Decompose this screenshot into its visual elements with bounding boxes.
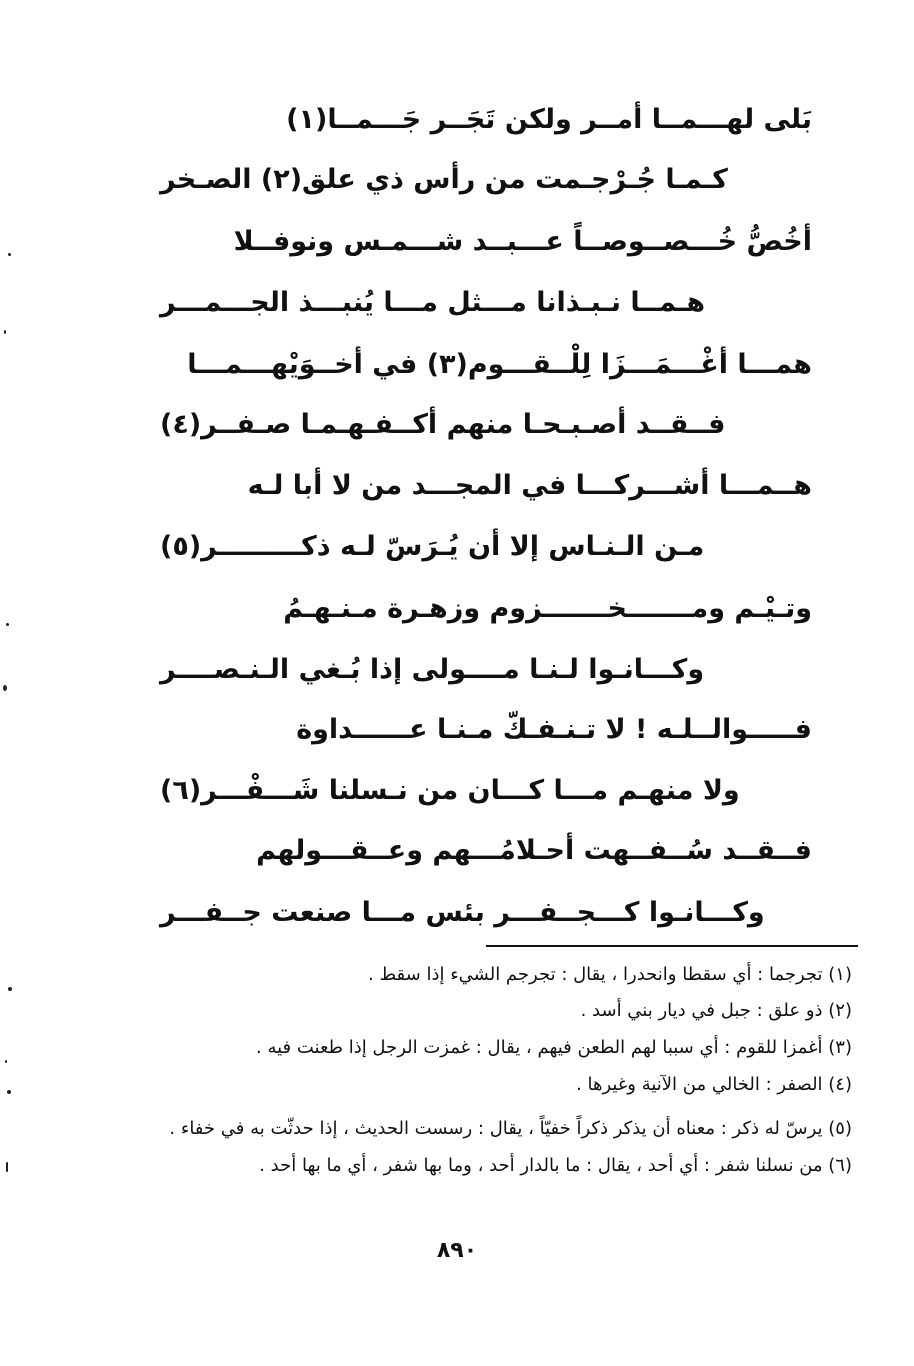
- footnote-6: (٦) من نسلنا شفر : أي أحد ، يقال : ما بالدار أحد ، وما بها شفر ، أي ما بها أحد .: [259, 1155, 852, 1176]
- verse-line-12: ولا منهـم مـــا كـــان من نـسلنا شَـــفْـــر(٦): [160, 775, 740, 806]
- verse-line-6: فــقــد أصـبـحـا منهم أكــفـهـمـا صـفــر(٤): [160, 409, 726, 440]
- footnote-separator: [486, 945, 858, 947]
- footnote-4: (٤) الصفر : الخالي من الآنية وغيرها .: [576, 1074, 852, 1095]
- scan-speck: [4, 330, 6, 334]
- scan-speck: [6, 1162, 8, 1172]
- scan-speck: [5, 1060, 7, 1063]
- footnote-3: (٣) أغمزا للقوم : أي سببا لهم الطعن فيهم ، يقال : غمزت الرجل إذا طعنت فيه .: [256, 1037, 852, 1058]
- verse-line-11: فـــــوالــلـه ! لا تـنـفـكّ مـنـا عــــــداوة: [296, 714, 812, 745]
- footnote-1: (١) تجرجما : أي سقطا وانحدرا ، يقال : تجرجم الشيء إذا سقط .: [368, 964, 852, 985]
- scan-speck: [6, 623, 9, 626]
- scan-speck: [7, 1090, 11, 1094]
- verse-line-10: وكـــانـوا لـنـا مــــولى إذا بُـغي الـنـصــــر: [160, 654, 705, 685]
- footnote-2: (٢) ذو علق : جبل في ديار بني أسد .: [580, 1000, 852, 1021]
- verse-line-3: أخُصُّ خُـــصــوصــاً عـــبــد شـــمـس ونوفــلا: [233, 226, 812, 257]
- page-number: ٨٩٠: [436, 1238, 478, 1263]
- footnote-5: (٥) يرسّ له ذكر : معناه أن يذكر ذكراً خفيّاً ، يقال : رسست الحديث ، إذا حدثّت به في خفاء .: [169, 1118, 852, 1139]
- verse-line-13: فــقــد سُــفــهت أحـلامُـــهم وعــقـــولهم: [256, 835, 812, 866]
- scan-speck: [8, 987, 12, 991]
- verse-line-8: مـن الـنـاس إلا أن يُـرَسّ لـه ذكـــــــــر(٥): [160, 531, 705, 562]
- verse-line-1: بَلى لهـــمــا أمــر ولكن تَجَــر جَـــمــا(١): [286, 104, 812, 135]
- verse-line-5: همـــا أغْـــمَـــزَا لِلْــقـــوم(٣) في أخــوَيْهـــمـــا: [187, 349, 812, 380]
- verse-line-2: كـمـا جُـرْجـمت من رأس ذي علق(٢) الصـخر: [160, 164, 728, 195]
- verse-line-14: وكـــانـوا كـــجــفـــر بئس مـــا صنعت جــفـــر: [160, 897, 765, 928]
- verse-line-9: وتـيْـم ومـــــــخـــــــزوم وزهـرة مـنـهـمُ: [283, 593, 812, 624]
- verse-line-7: هــمـــا أشـــركـــا في المجـــد من لا أبا لـه: [247, 470, 812, 501]
- verse-line-4: هـمــا نـبـذانا مـــثل مـــا يُنبـــذ الجـــمـــر: [160, 287, 706, 318]
- scan-speck: [8, 253, 11, 256]
- scan-speck: [3, 685, 7, 691]
